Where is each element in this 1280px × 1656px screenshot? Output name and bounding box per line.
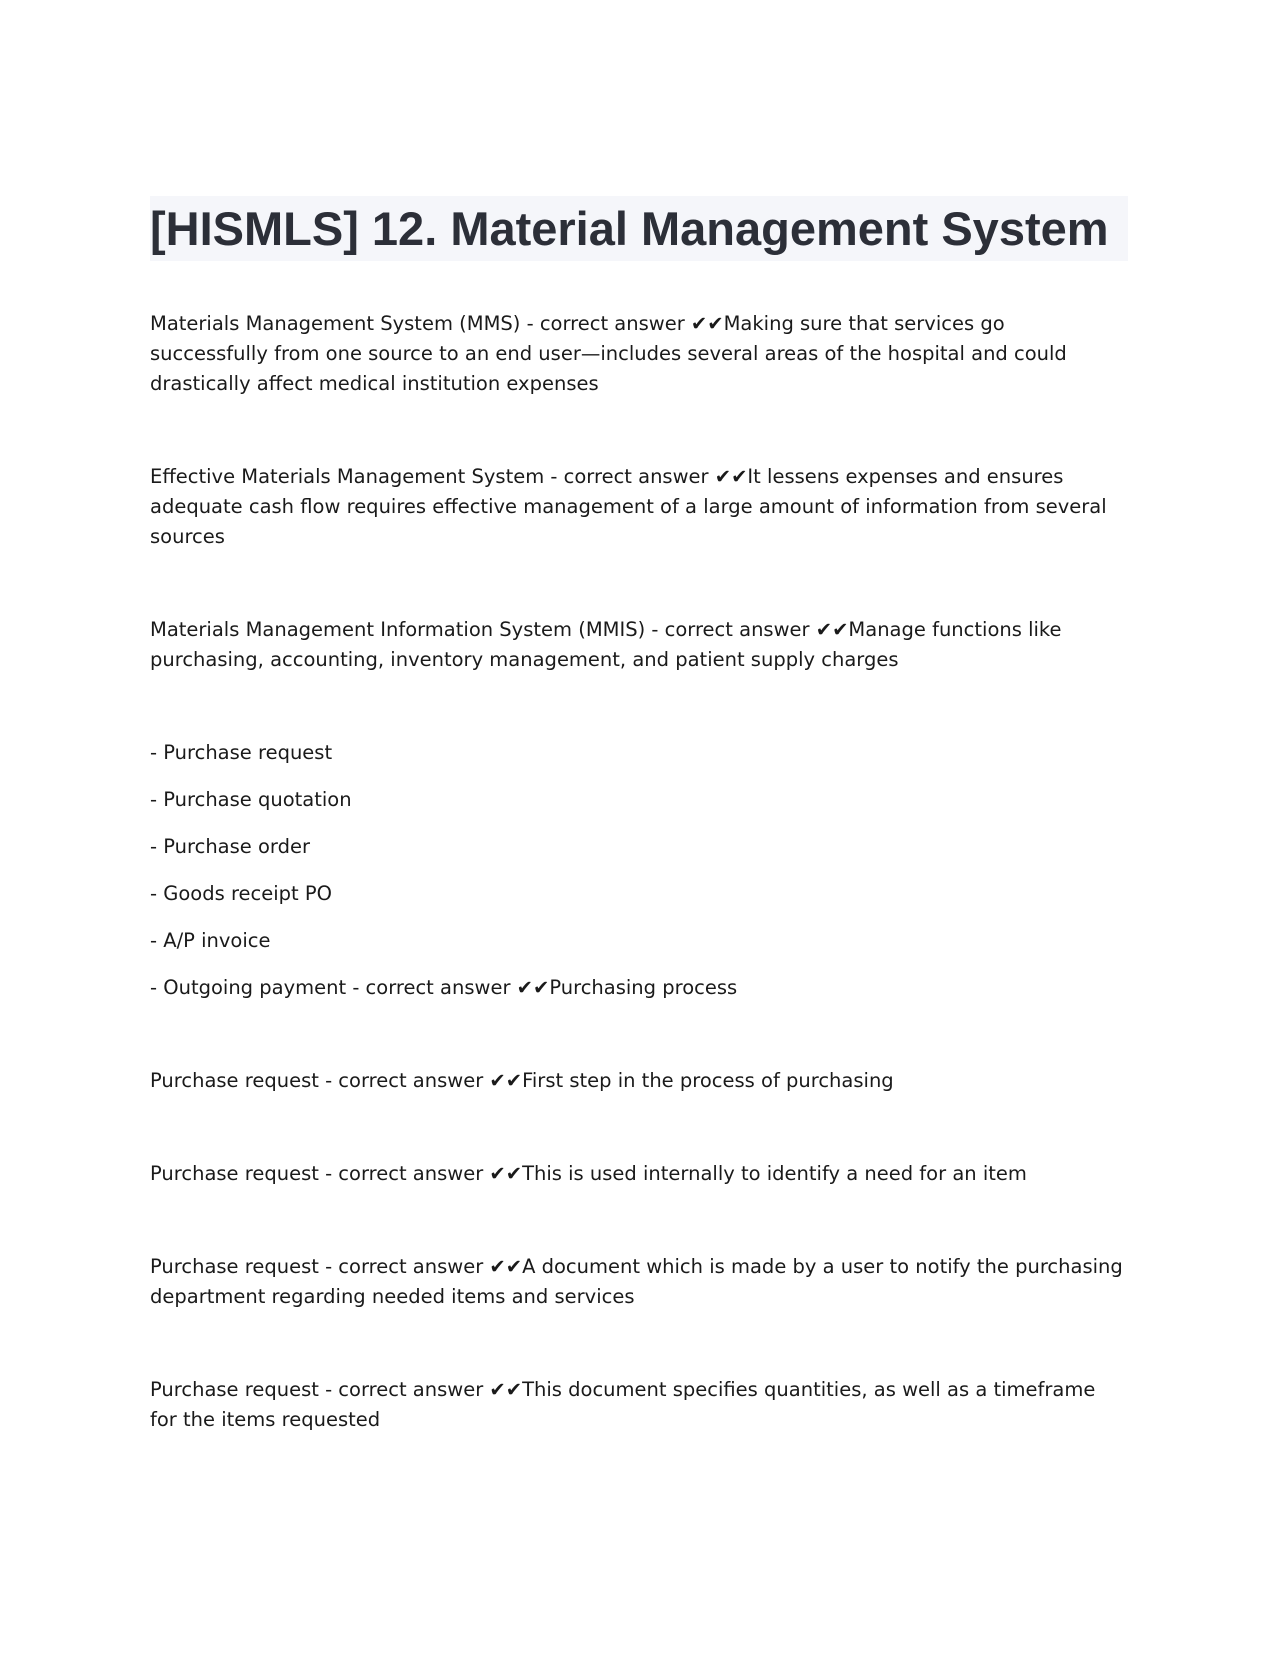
qa-paragraph-purchase-request: Purchase request - correct answer ✔✔A document which is made by a user to notify the purchasing department regarding needed items and services	[150, 1255, 1123, 1308]
list-item: - Goods receipt PO	[150, 882, 332, 905]
qa-paragraph-purchase-request: Purchase request - correct answer ✔✔This is used internally to identify a need for an item	[150, 1162, 1027, 1185]
qa-paragraph-purchase-request: Purchase request - correct answer ✔✔This document specifies quantities, as well as a timeframe for the items requested	[150, 1378, 1096, 1431]
qa-paragraph-mmis: Materials Management Information System (MMIS) - correct answer ✔✔Manage functions like purchasing, accounting, inventory management, and patient supply charges	[150, 618, 1062, 671]
document-page	[150, 196, 1128, 1435]
list-item: - A/P invoice	[150, 929, 271, 952]
list-item: - Outgoing payment - correct answer ✔✔Purchasing process	[150, 976, 738, 999]
page-title: [HISMLS] 12. Material Management System	[150, 202, 1109, 255]
list-item: - Purchase order	[150, 835, 310, 858]
qa-paragraph-purchase-request: Purchase request - correct answer ✔✔First step in the process of purchasing	[150, 1069, 894, 1092]
list-item: - Purchase quotation	[150, 788, 352, 811]
title-banner	[150, 196, 1128, 261]
qa-paragraph-mms: Materials Management System (MMS) - correct answer ✔✔Making sure that services go successfully from one source to an end user—includes several areas of the hospital and could drastically affect medical institution expenses	[150, 312, 1067, 395]
qa-paragraph-effective-mms: Effective Materials Management System - correct answer ✔✔It lessens expenses and ensures adequate cash flow requires effective management of a large amount of information from several sources	[150, 465, 1107, 548]
purchasing-process-list	[150, 738, 1128, 1003]
list-item: - Purchase request	[150, 741, 333, 764]
document-body	[150, 309, 1128, 1435]
